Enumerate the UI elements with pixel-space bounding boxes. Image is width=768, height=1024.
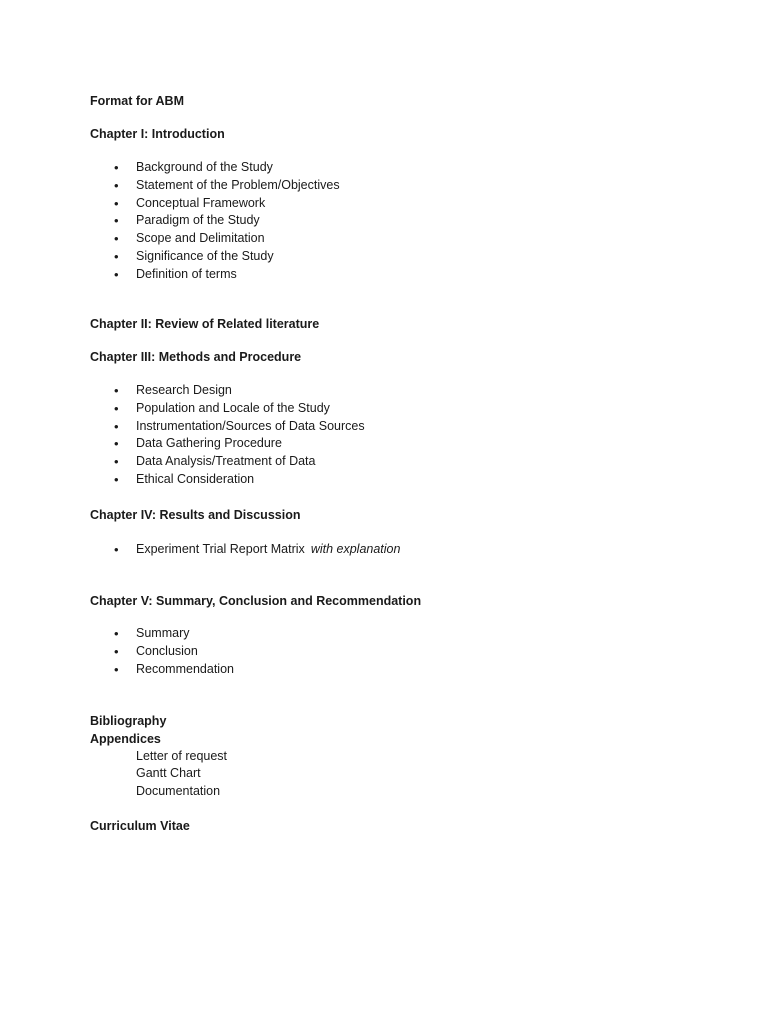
chapter-3-heading: Chapter III: Methods and Procedure — [90, 350, 302, 364]
list-item-label: Experiment Trial Report Matrix — [136, 542, 305, 556]
list-item: • Recommendation — [90, 661, 234, 679]
appendices-list — [90, 748, 227, 800]
document-title: Format for ABM — [90, 94, 184, 108]
list-item: • Conclusion — [90, 643, 234, 661]
list-item: • Paradigm of the Study — [90, 212, 340, 230]
list-item: • Ethical Consideration — [90, 471, 365, 489]
chapter-1-heading: Chapter I: Introduction — [90, 127, 225, 141]
chapter-5-heading: Chapter V: Summary, Conclusion and Recommendation — [90, 594, 422, 608]
list-item: • Conceptual Framework — [90, 195, 340, 213]
appendices-heading: Appendices — [90, 732, 161, 746]
chapter-5-list — [90, 625, 234, 678]
list-item: • Population and Locale of the Study — [90, 400, 365, 418]
list-item: • Summary — [90, 625, 234, 643]
chapter-4-heading: Chapter IV: Results and Discussion — [90, 508, 301, 522]
list-item: • Statement of the Problem/Objectives — [90, 177, 340, 195]
list-item — [90, 541, 400, 559]
list-item: • Significance of the Study — [90, 248, 340, 266]
list-item: Letter of request — [136, 749, 228, 763]
list-item: • Data Gathering Procedure — [90, 435, 365, 453]
list-item-note: with explanation — [310, 542, 401, 556]
curriculum-vitae-heading: Curriculum Vitae — [90, 819, 190, 833]
chapter-3-list — [90, 382, 365, 489]
chapter-2-heading: Chapter II: Review of Related literature — [90, 317, 320, 331]
chapter-1-list — [90, 159, 340, 284]
bibliography-heading: Bibliography — [90, 714, 167, 728]
list-item: • Research Design — [90, 382, 365, 400]
list-item: Documentation — [136, 783, 221, 798]
list-item: • Definition of terms — [90, 266, 340, 284]
chapter-4-list — [90, 541, 400, 559]
list-item: Gantt Chart — [136, 766, 201, 781]
list-item: • Scope and Delimitation — [90, 230, 340, 248]
list-item: • Instrumentation/Sources of Data Sources — [90, 418, 365, 436]
list-item: • Background of the Study — [90, 159, 340, 177]
list-item: • Data Analysis/Treatment of Data — [90, 453, 365, 471]
